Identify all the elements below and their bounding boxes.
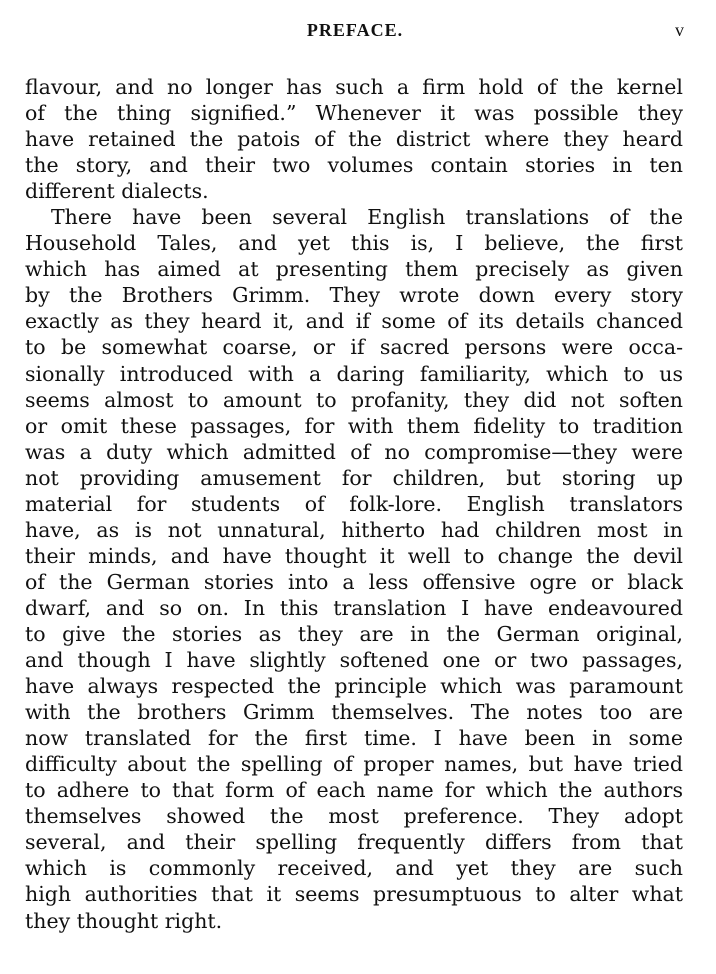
text-line: by the Brothers Grimm. They wrote down every story	[25, 283, 683, 308]
text-line: material for students of folk-lore. English translators	[25, 491, 683, 516]
text-line: the story, and their two volumes contain stories in ten	[25, 153, 683, 178]
text-line: themselves showed the most preference. They adopt	[25, 804, 683, 829]
text-line: high authorities that it seems presumptuous to alter what	[25, 882, 683, 907]
text-line: their minds, and have thought it well to change the devil	[25, 543, 683, 568]
text-line: have always respected the principle which was paramount	[25, 674, 683, 699]
page-number: v	[675, 20, 684, 40]
text-line: There have been several English translations of the	[51, 205, 683, 230]
text-line: of the thing signified.” Whenever it was possible they	[25, 101, 683, 126]
body-text	[25, 74, 683, 934]
text-line: flavour, and no longer has such a firm hold of the kernel	[25, 75, 683, 99]
text-line: Household Tales, and yet this is, I believe, the first	[25, 231, 683, 256]
text-line: have retained the patois of the district where they heard	[25, 127, 683, 152]
text-line: they thought right.	[25, 908, 223, 933]
text-line: to be somewhat coarse, or if sacred persons were occa-	[25, 335, 683, 360]
text-line: now translated for the first time. I have been in some	[25, 726, 683, 751]
text-line: with the brothers Grimm themselves. The notes too are	[25, 700, 683, 725]
text-line: seems almost to amount to profanity, they did not soften	[25, 387, 683, 412]
text-line: which has aimed at presenting them precisely as given	[25, 257, 683, 282]
paragraph	[25, 204, 683, 933]
text-line: was a duty which admitted of no compromise—they were	[25, 439, 683, 464]
text-line: dwarf, and so on. In this translation I have endeavoured	[25, 595, 683, 620]
text-line: exactly as they heard it, and if some of its details chanced	[25, 309, 683, 334]
text-line: several, and their spelling frequently differs from that	[25, 830, 683, 855]
text-line: or omit these passages, for with them fidelity to tradition	[25, 413, 683, 438]
text-line: have, as is not unnatural, hitherto had children most in	[25, 517, 683, 542]
text-line: and though I have slightly softened one or two passages,	[25, 648, 683, 673]
running-head-title: PREFACE.	[306, 20, 404, 40]
running-head	[24, 20, 686, 46]
paragraph	[25, 74, 683, 204]
text-line: sionally introduced with a daring familiarity, which to us	[25, 361, 683, 386]
text-line: to give the stories as they are in the German original,	[25, 621, 683, 646]
text-line: of the German stories into a less offensive ogre or black	[25, 569, 683, 594]
text-line: to adhere to that form of each name for which the authors	[25, 778, 683, 803]
text-line: different dialects.	[25, 179, 209, 204]
text-line: difficulty about the spelling of proper names, but have tried	[25, 752, 683, 777]
text-line: which is commonly received, and yet they are such	[25, 856, 683, 881]
text-line: not providing amusement for children, but storing up	[25, 465, 683, 490]
